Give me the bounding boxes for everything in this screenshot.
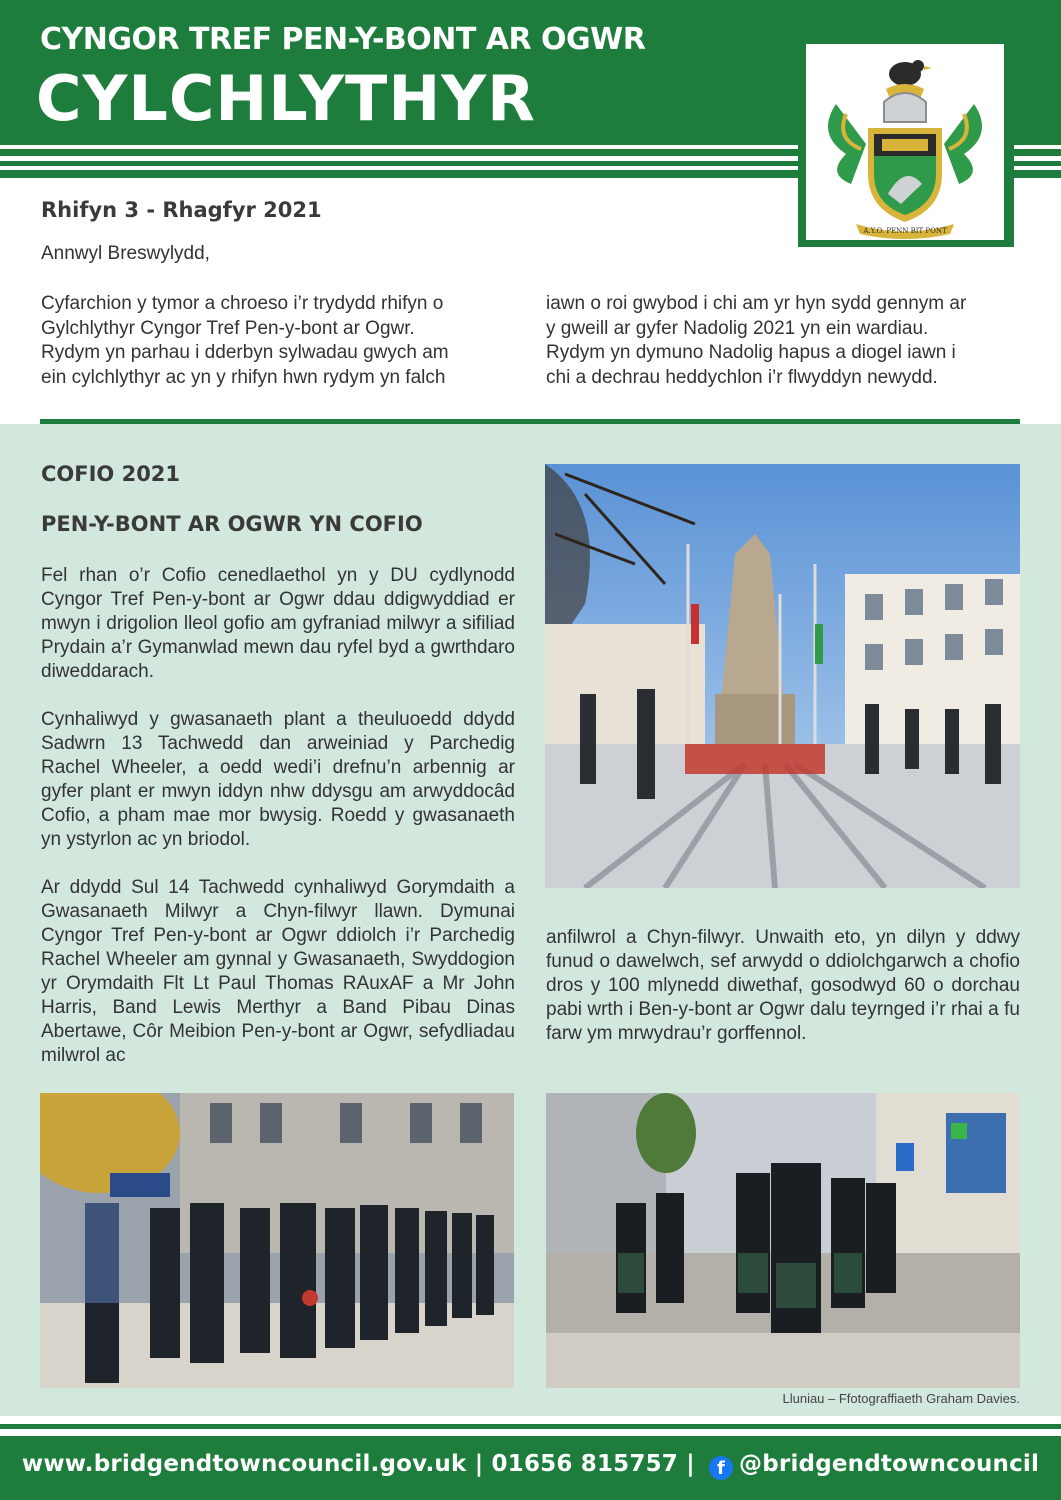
intro-line: Cyfarchion y tymor a chroeso i’r trydydd rhifyn o bbox=[41, 293, 444, 314]
intro-line: Gylchlythyr Cyngor Tref Pen-y-bont ar Ogwr. bbox=[41, 317, 415, 339]
footer-stripe bbox=[0, 1424, 1061, 1429]
section-subheading: PEN-Y-BONT AR OGWR YN COFIO bbox=[41, 512, 423, 536]
crest-icon bbox=[806, 44, 1004, 240]
council-name: CYNGOR TREF PEN-Y-BONT AR OGWR bbox=[40, 22, 646, 57]
photo-caption: Lluniau – Ffotograffiaeth Graham Davies. bbox=[782, 1391, 1020, 1406]
photo-cenotaph bbox=[545, 464, 1020, 888]
paragraph-4: anfilwrol a Chyn-filwyr. Unwaith eto, yn dilyn y ddwy funud o dawelwch, sef arwydd o ddiolchgarwch a chofio dros y 100 mlynedd diwethaf, gosodwyd 60 o dorchau pabi wrth i Ben-y-bont ar Ogwr dalu teyrnged i’r rhai a fu farw ym mrwydrau’r gorffennol. bbox=[546, 927, 1020, 1044]
intro-column-right bbox=[546, 292, 1026, 390]
intro-column-left bbox=[41, 292, 511, 390]
photo-pipe-band bbox=[546, 1093, 1020, 1388]
intro-line: y gweill ar gyfer Nadolig 2021 yn ein wardiau. bbox=[546, 317, 929, 339]
footer-separator: | bbox=[686, 1451, 695, 1477]
paragraph-1: Fel rhan o’r Cofio cenedlaethol yn y DU cydlynodd Cyngor Tref Pen-y-bont ar Ogwr ddau ddigwyddiad er mwyn i drigolion lleol gofio am gyfraniad milwyr a sifiliad Prydain a’r Gymanwlad mewn dau ryfel byd a gwrthdaro diweddarach. bbox=[41, 565, 515, 682]
pharmacy-cross-icon bbox=[951, 1123, 967, 1139]
website-link[interactable]: www.bridgendtowncouncil.gov.uk bbox=[21, 1451, 467, 1477]
footer-separator: | bbox=[474, 1451, 484, 1477]
intro-line: Rydym yn parhau i dderbyn sylwadau gwych am bbox=[41, 342, 449, 363]
social-handle[interactable]: @bridgendtowncouncil bbox=[739, 1451, 1040, 1477]
salutation: Annwyl Breswylydd, bbox=[41, 243, 210, 264]
town-crest bbox=[806, 44, 1004, 240]
issue-heading: Rhifyn 3 - Rhagfyr 2021 bbox=[41, 198, 322, 222]
newsletter-title: CYLCHLYTHYR bbox=[36, 62, 536, 135]
photo-veterans-parade bbox=[40, 1093, 514, 1388]
intro-line: iawn o roi gwybod i chi am yr hyn sydd gennym ar bbox=[546, 293, 967, 314]
helmet-icon bbox=[884, 93, 926, 122]
footer-contact bbox=[0, 1451, 1061, 1480]
section-heading: COFIO 2021 bbox=[41, 462, 181, 486]
paragraph-2: Cynhaliwyd y gwasanaeth plant a theuluoedd ddydd Sadwrn 13 Tachwedd dan arweiniad y Parchedig Rachel Wheeler, a oedd wedi’i drefnu’n arbennig ar gyfer plant er mwyn iddyn nhw ddysgu am arwyddocâd Cofio, a pham mae mor bwysig. Roedd y gwasanaeth yn ystyrlon ac yn briodol. bbox=[41, 709, 515, 850]
intro-line: chi a dechrau heddychlon i’r flwyddyn newydd. bbox=[546, 366, 938, 388]
phone-number[interactable]: 01656 815757 bbox=[491, 1451, 678, 1477]
crest-motto: A.Y.O. PENN BIT PONT bbox=[863, 227, 947, 235]
intro-line: ein cylchlythyr ac yn y rhifyn hwn rydym yn falch bbox=[41, 366, 446, 388]
intro-line: Rydym yn dymuno Nadolig hapus a diogel iawn i bbox=[546, 342, 956, 363]
facebook-icon[interactable]: f bbox=[709, 1456, 733, 1480]
paragraph-3: Ar ddydd Sul 14 Tachwedd cynhaliwyd Gorymdaith a Gwasanaeth Milwyr a Chyn-filwyr llawn. Dymunai Cyngor Tref Pen-y-bont ar Ogwr ddiolch i’r Parchedig Rachel Wheeler am gynnal y Gwasanaeth, Swyddogion yr Orymdaith Flt Lt Paul Thomas RAuxAF a Mr John Harris, Band Lewis Merthyr a Band Pibau Dinas Abertawe, Côr Meibion Pen-y-bont ar Ogwr, sefydliadau milwrol ac bbox=[41, 877, 515, 1066]
sign-icon bbox=[896, 1143, 914, 1171]
